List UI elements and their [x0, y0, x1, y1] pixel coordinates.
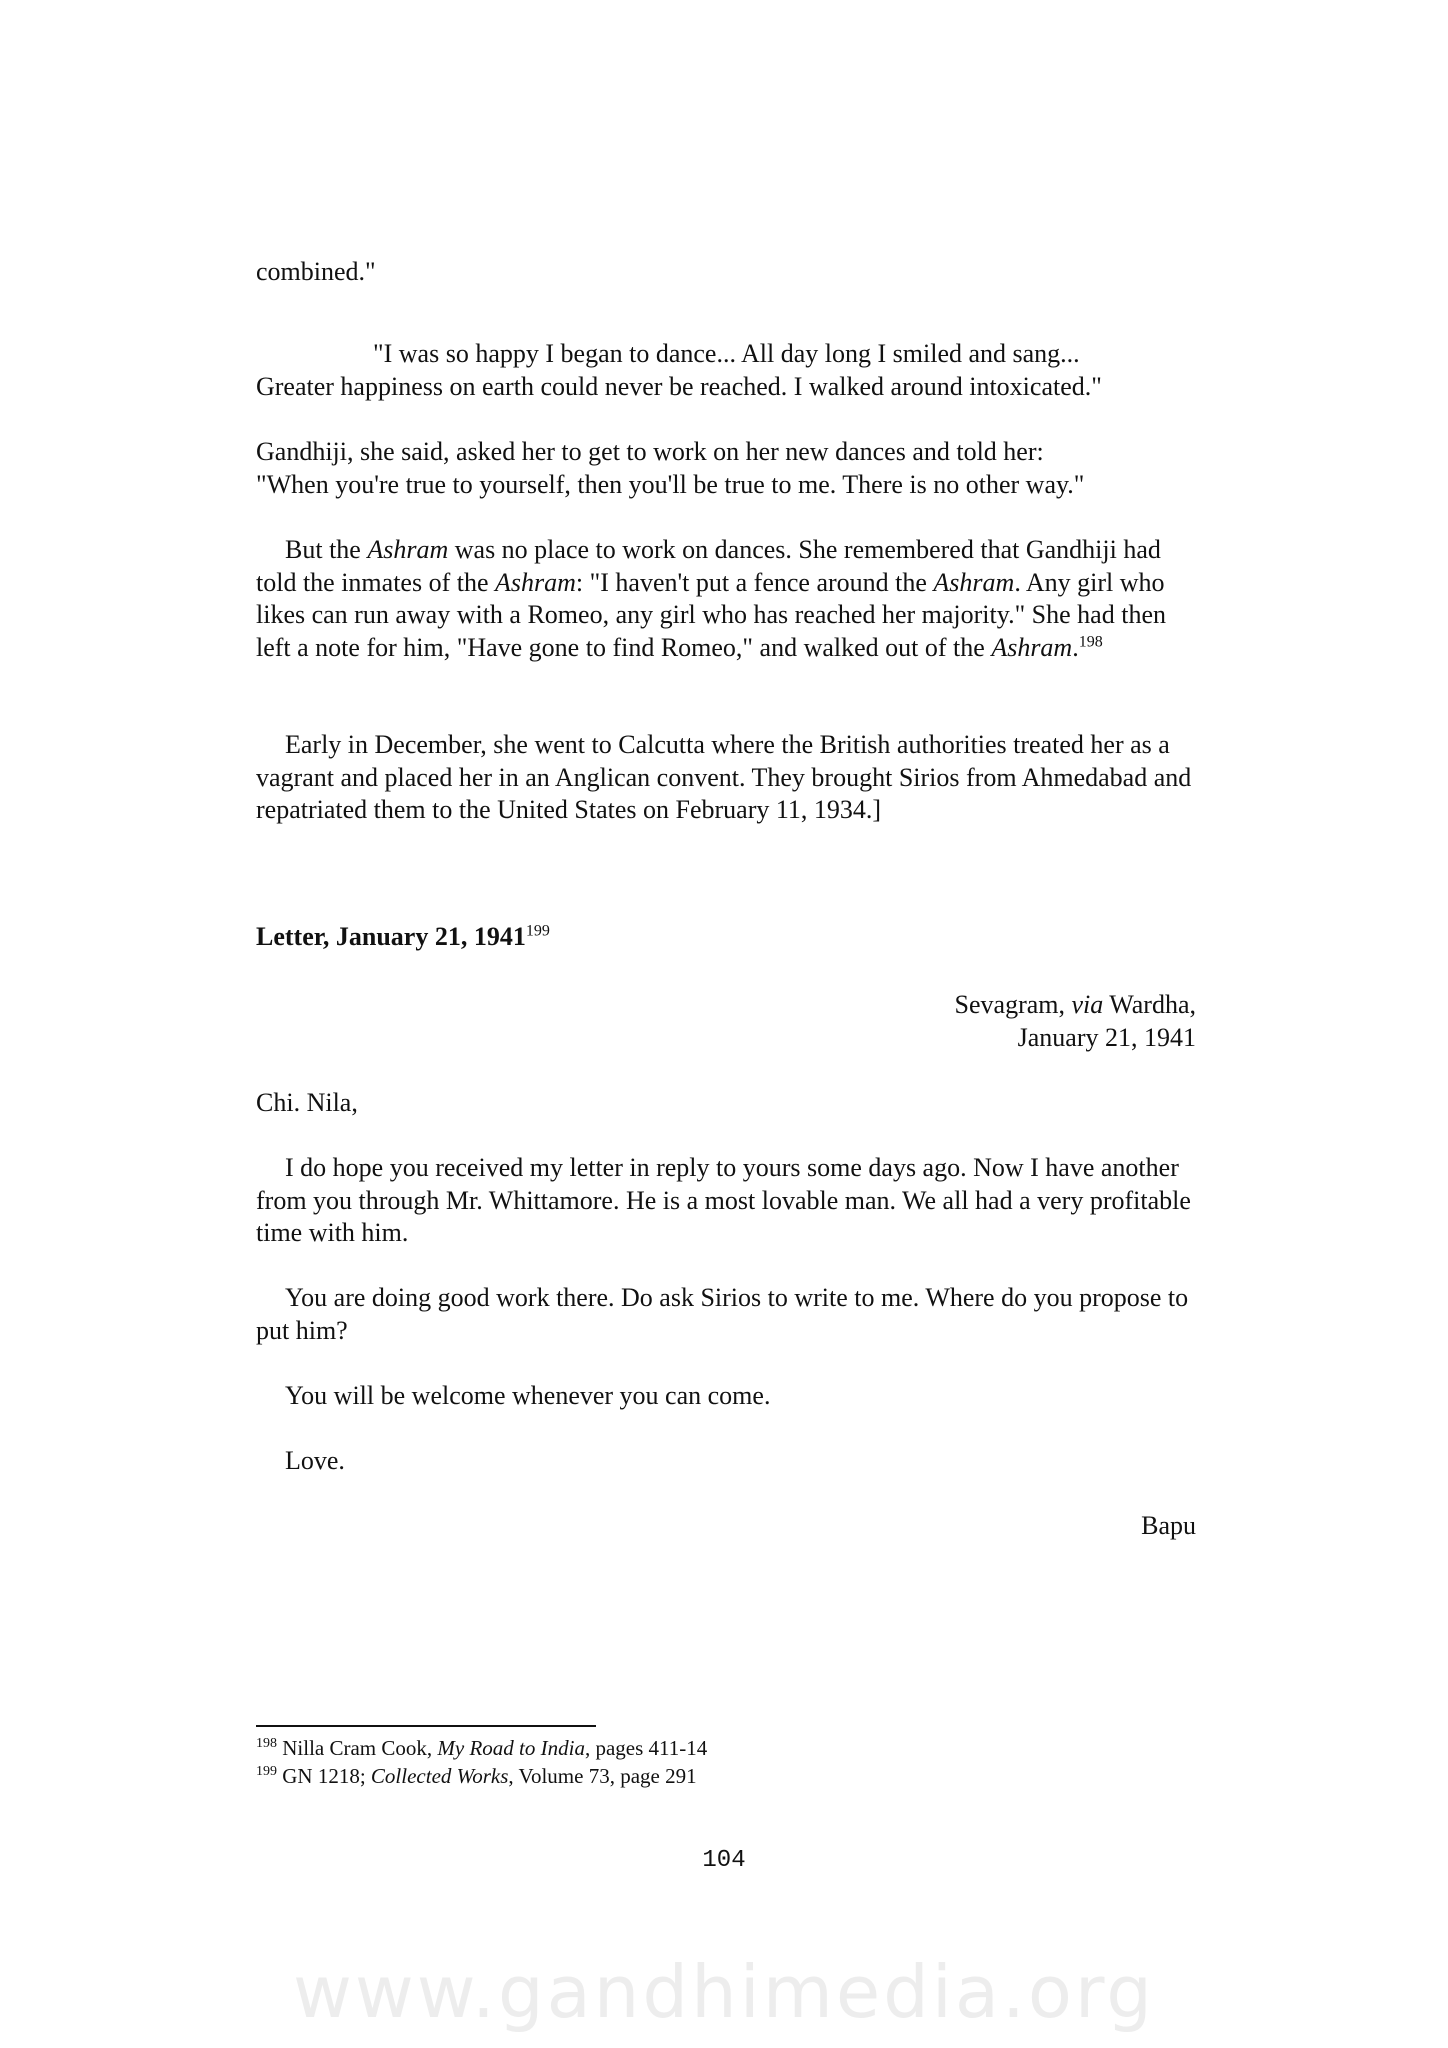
footnote-ref-198[interactable]: 198: [1078, 632, 1103, 650]
gandhiji-line-2: "When you're true to yourself, then you'll be true to me. There is no other way.": [256, 469, 1085, 499]
footnote-198-text: Nilla Cram Cook,: [277, 1736, 438, 1760]
footnote-198-number: 198: [256, 1736, 277, 1751]
letter-place-post: Wardha,: [1103, 990, 1196, 1019]
footnote-199-pages: , Volume 73, page 291: [508, 1764, 697, 1788]
ashram-text-4: . Any girl who likes can run away with a Romeo, any girl who has reached her majority." She had then left a note for him, "Have gone to find Romeo," and walked out of the: [256, 567, 1166, 662]
letter-date: January 21, 1941: [1017, 1022, 1196, 1052]
letter-paragraph-1: I do hope you received my letter in reply to yours some days ago. Now I have another from you through Mr. Whittamore. He is a most lovable man. We all had a very profitable time with him.: [256, 1153, 1191, 1247]
letter-salutation: Chi. Nila,: [256, 1088, 358, 1117]
ashram-italic-4: Ashram: [991, 632, 1073, 662]
letter-address-block: [955, 989, 1196, 1054]
footnote-198-pages: , pages 411-14: [584, 1736, 708, 1760]
footnote-199-title: Collected Works: [370, 1764, 509, 1788]
gandhiji-line-1: Gandhiji, she said, asked her to get to work on her new dances and told her:: [256, 437, 1044, 466]
ashram-italic-1: Ashram: [367, 535, 449, 564]
ashram-paragraph: [256, 534, 1196, 664]
letter-place-via: via: [1071, 990, 1104, 1019]
letter-paragraph-2: You are doing good work there. Do ask Sirios to write to me. Where do you propose to put him?: [256, 1283, 1189, 1345]
letter-signature: Bapu: [1141, 1511, 1196, 1540]
page-number: 104: [702, 1847, 746, 1874]
footnote-divider: [256, 1725, 596, 1727]
letter-heading-text: Letter, January 21, 1941: [256, 922, 526, 951]
watermark: www.gandhimedia.org: [293, 1950, 1155, 2034]
footnote-199-text: GN 1218;: [277, 1764, 371, 1788]
footnote-198-title: My Road to India: [437, 1736, 585, 1760]
ashram-text-1: But the: [285, 535, 368, 564]
quote-line-2: Greater happiness on earth could never be reached. I walked around intoxicated.": [256, 371, 1102, 401]
ashram-italic-2: Ashram: [495, 567, 576, 597]
ashram-italic-3: Ashram: [933, 567, 1015, 597]
ashram-text-5: .: [1072, 632, 1079, 662]
ashram-text-3: : "I haven't put a fence around the: [575, 567, 934, 597]
quote-paragraph: [256, 338, 1196, 403]
gandhiji-paragraph: [256, 436, 1196, 501]
letter-paragraph-3: You will be welcome whenever you can come.: [285, 1381, 771, 1410]
ashram-text-2: was no place to work on dances. She remembered that Gandhiji had told the inmates of the: [256, 535, 1161, 597]
letter-place-pre: Sevagram,: [954, 990, 1072, 1019]
letter-place: [955, 989, 1196, 1022]
continuation-text: combined.": [256, 257, 376, 286]
footnotes: [256, 1734, 707, 1790]
footnote-198: [256, 1734, 707, 1762]
december-paragraph: Early in December, she went to Calcutta where the British authorities treated her as a vagrant and placed her in an Anglican convent. They brought Sirios from Ahmedabad and repatriated them to the United States on February 11, 1934.]: [256, 730, 1192, 824]
footnote-199: [256, 1762, 707, 1790]
letter-closing: Love.: [285, 1446, 345, 1475]
footnote-ref-199[interactable]: 199: [525, 922, 550, 940]
quote-line-1: "I was so happy I began to dance... All day long I smiled and sang...: [373, 339, 1080, 368]
footnote-199-number: 199: [256, 1764, 277, 1779]
letter-heading: [256, 921, 550, 953]
